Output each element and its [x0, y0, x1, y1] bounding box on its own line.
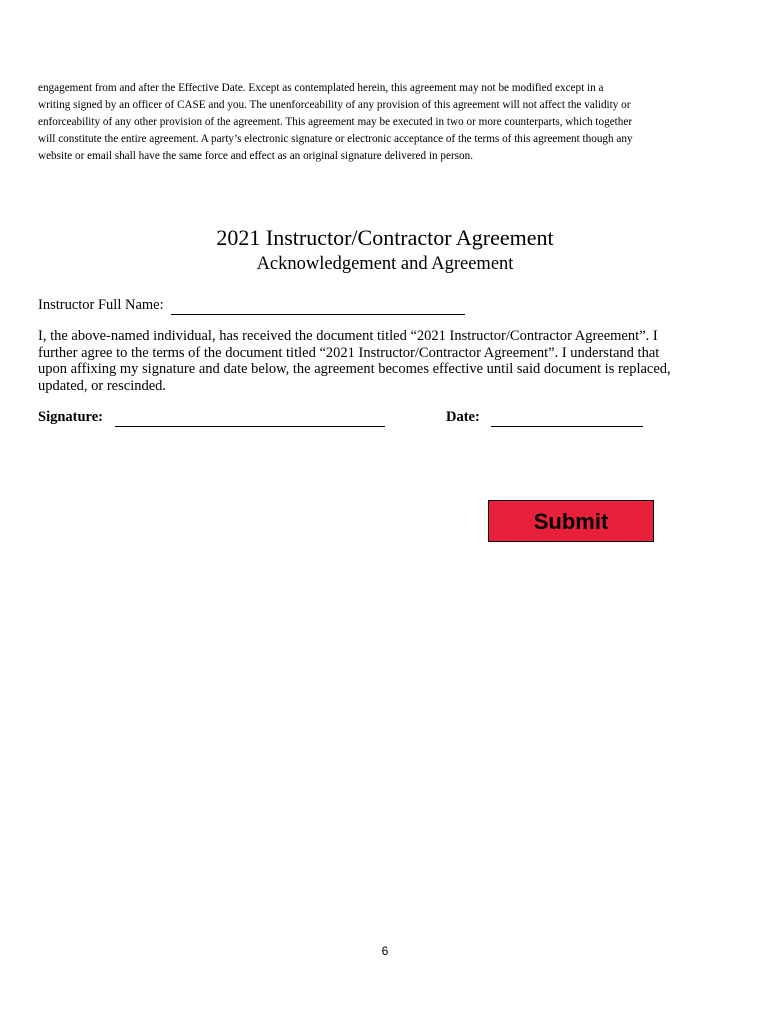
submit-button[interactable]: Submit [488, 500, 654, 542]
signature-input[interactable] [115, 410, 385, 427]
signature-label: Signature: [38, 409, 103, 425]
date-input[interactable] [491, 410, 643, 427]
acknowledgement-line: further agree to the terms of the document titled “2021 Instructor/Contractor Agreement”. I understand that [38, 344, 660, 361]
agreement-subtitle: Acknowledgement and Agreement [256, 254, 514, 274]
date-label: Date: [446, 409, 480, 425]
intro-line: will constitute the entire agreement. A party’s electronic signature or electronic acceptance of the terms of this agreement though any [38, 133, 633, 145]
intro-line: engagement from and after the Effective Date. Except as contemplated herein, this agreement may not be modified except in a [38, 82, 604, 94]
page-number: 6 [381, 944, 389, 958]
intro-line: website or email shall have the same force and effect as an original signature delivered in person. [38, 150, 474, 162]
intro-paragraph [38, 80, 728, 165]
intro-line: enforceability of any other provision of the agreement. This agreement may be executed in two or more counterparts, which together [38, 116, 633, 128]
acknowledgement-line: updated, or rescinded. [38, 377, 167, 394]
agreement-title: 2021 Instructor/Contractor Agreement [216, 225, 554, 250]
date-row [446, 407, 643, 427]
instructor-name-row [38, 295, 465, 315]
instructor-name-input[interactable] [171, 298, 465, 315]
signature-row [38, 407, 385, 427]
acknowledgement-line: upon affixing my signature and date below, the agreement becomes effective until said document is replaced, [38, 361, 671, 377]
instructor-name-label: Instructor Full Name: [38, 297, 164, 313]
acknowledgement-line: I, the above-named individual, has received the document titled “2021 Instructor/Contractor Agreement”. I [38, 328, 658, 344]
acknowledgement-paragraph [38, 328, 738, 394]
intro-line: writing signed by an officer of CASE and you. The unenforceability of any provision of this agreement will not affect the validity or [38, 99, 631, 111]
